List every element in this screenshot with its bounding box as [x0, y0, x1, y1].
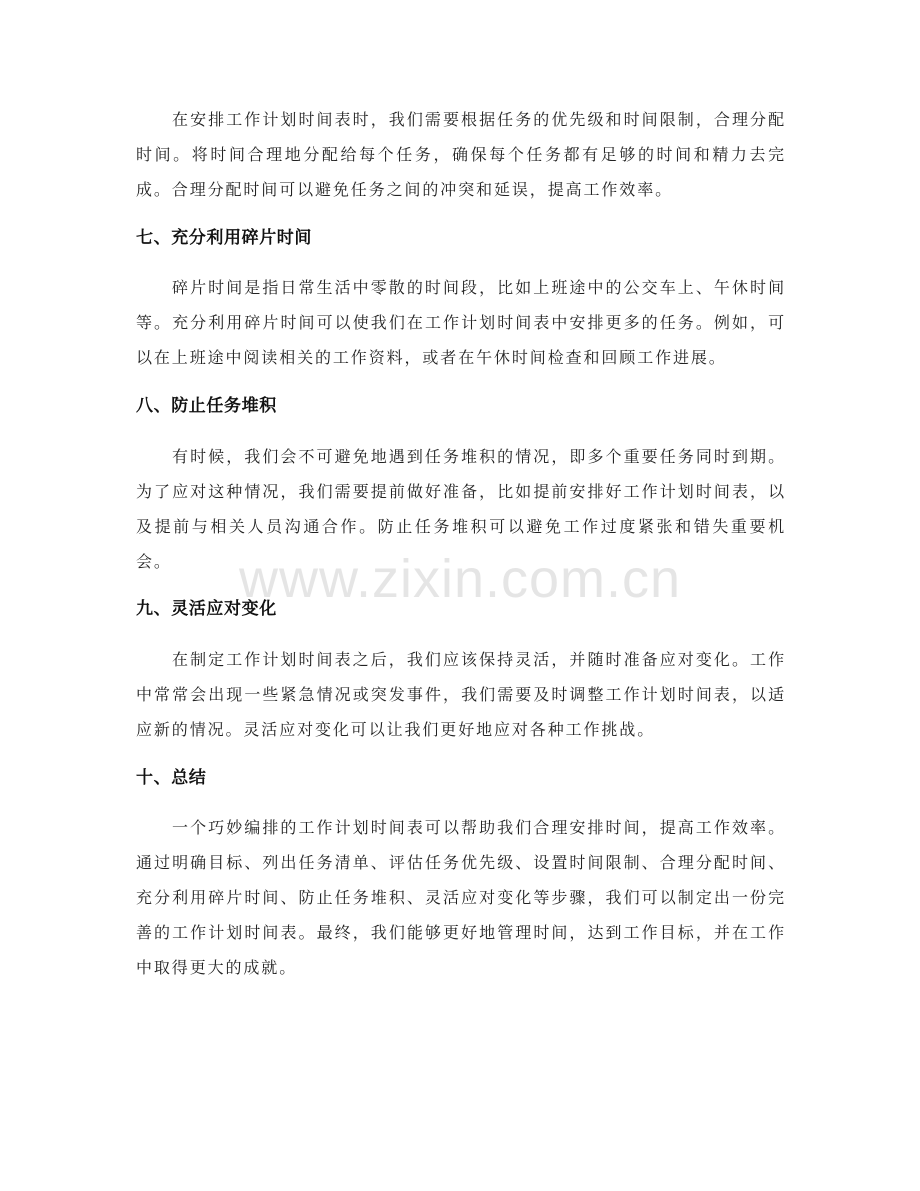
paragraph-time-allocation: 在安排工作计划时间表时，我们需要根据任务的优先级和时间限制，合理分配时间。将时间合理地分配给每个任务，确保每个任务都有足够的时间和精力去完成。合理分配时间可以避免任务之间的冲突和延误，提高工作效率。: [136, 110, 786, 199]
watermark: www.zixin.com.cn: [238, 549, 682, 609]
paragraph-prevent-backlog: 有时候，我们会不可避免地遇到任务堆积的情况，即多个重要任务同时到期。为了应对这种情况，我们需要提前做好准备，比如提前安排好工作计划时间表，以及提前与相关人员沟通合作。防止任务堆积可以避免工作过度紧张和错失重要机会。: [136, 447, 786, 571]
heading-summary: 十、总结: [136, 768, 207, 788]
document-body: [136, 102, 786, 985]
paragraph-summary: 一个巧妙编排的工作计划时间表可以帮助我们合理安排时间，提高工作效率。通过明确目标、列出任务清单、评估任务优先级、设置时间限制、合理分配时间、充分利用碎片时间、防止任务堆积、灵活应对变化等步骤，我们可以制定出一份完善的工作计划时间表。最终，我们能够更好地管理时间，达到工作目标，并在工作中取得更大的成就。: [136, 818, 786, 977]
heading-prevent-backlog: 八、防止任务堆积: [136, 396, 277, 416]
paragraph-flexible-response: 在制定工作计划时间表之后，我们应该保持灵活，并随时准备应对变化。工作中常常会出现一些紧急情况或突发事件，我们需要及时调整工作计划时间表，以适应新的情况。灵活应对变化可以让我们更好地应对各种工作挑战。: [136, 650, 786, 739]
heading-flexible-response: 九、灵活应对变化: [136, 599, 277, 619]
heading-fragment-time: 七、充分利用碎片时间: [136, 228, 312, 248]
paragraph-fragment-time: 碎片时间是指日常生活中零散的时间段，比如上班途中的公交车上、午休时间等。充分利用碎片时间可以使我们在工作计划时间表中安排更多的任务。例如，可以在上班途中阅读相关的工作资料，或者在午休时间检查和回顾工作进展。: [136, 278, 786, 367]
